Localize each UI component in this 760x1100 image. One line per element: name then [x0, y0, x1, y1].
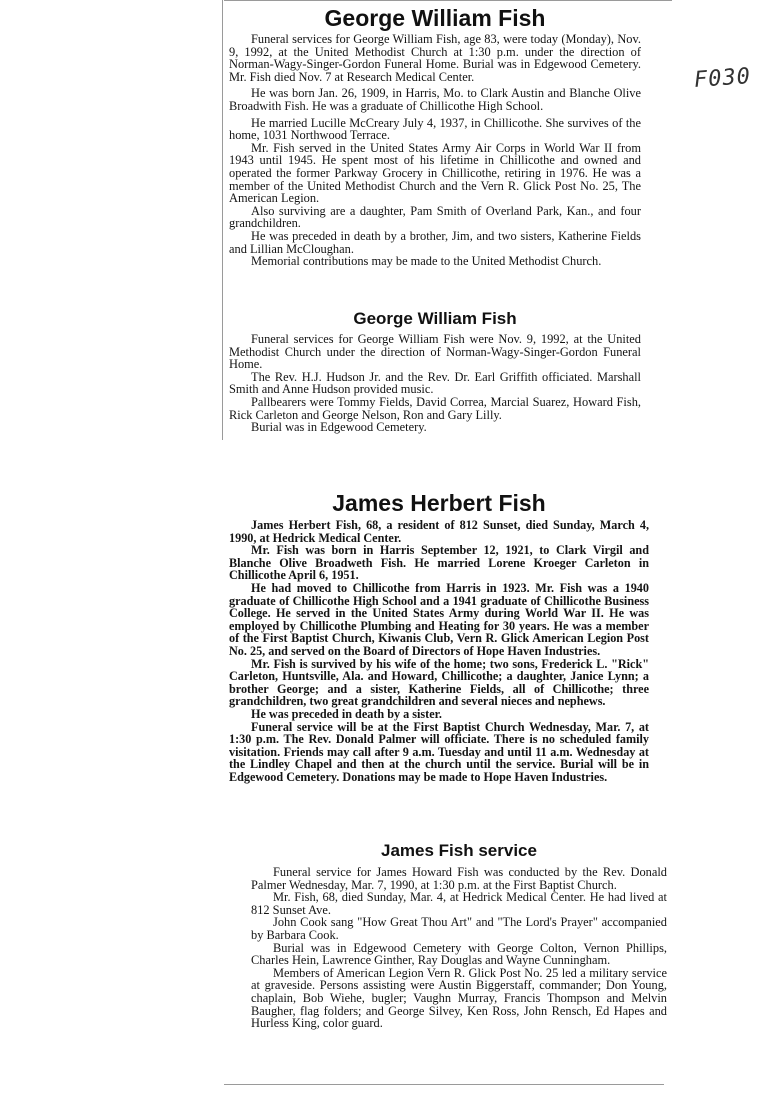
paragraph: Funeral services for George William Fish were Nov. 9, 1992, at the United Methodist Church under the direction of Norman-Wagy-Singer-Gordon Funeral Home. — [229, 332, 641, 372]
funeral-notice-james-fish — [251, 840, 667, 1030]
paragraph: Mr. Fish, 68, died Sunday, Mar. 4, at Hedrick Medical Center. He had lived at 812 Sunset Ave. — [251, 890, 667, 917]
headline-james-herbert-fish: James Herbert Fish — [332, 490, 546, 516]
paragraph: James Herbert Fish, 68, a resident of 812 Sunset, died Sunday, March 4, 1990, at Hedrick Medical Center. — [229, 518, 649, 545]
obituary-james-herbert-fish — [229, 489, 649, 783]
paragraph: He had moved to Chillicothe from Harris in 1923. Mr. Fish was a 1940 graduate of Chillicothe High School and a 1941 graduate of Chillicothe Business College. He served in the United States Army during World War II. He was employed by Chillicothe Plumbing and Heating for 30 years. He was a member of the First Baptist Church, Kiwanis Club, Vern R. Glick American Legion Post No. 25, and served on the Board of Directors of Hope Haven Industries. — [229, 580, 649, 658]
paragraph: Mr. Fish served in the United States Army Air Corps in World War II from 1943 until 1945. He spent most of his lifetime in Chillicothe and owned and operated the former Parkway Grocery in Chillicothe, retiring in 1976. He was a member of the United Methodist Church and the Vern R. Glick Post No. 25, The American Legion. — [229, 140, 641, 206]
paragraph: John Cook sang "How Great Thou Art" and "The Lord's Prayer" accompanied by Barbara Cook. — [251, 915, 667, 942]
funeral-notice-george-william-fish — [229, 308, 641, 434]
paragraph: He married Lucille McCreary July 4, 1937, in Chillicothe. She survives of the home, 1031 Northwood Terrace. — [229, 115, 641, 143]
notice-body — [229, 333, 641, 434]
paragraph: Memorial contributions may be made to the United Methodist Church. — [251, 254, 602, 269]
headline-george-william-fish-service: George William Fish — [353, 309, 517, 328]
paragraph: Funeral service will be at the First Baptist Church Wednesday, Mar. 7, at 1:30 p.m. The Rev. Donald Palmer will officiate. There is no scheduled family visitation. Friends may call after 9 a.m. Tuesday and until 11 a.m. Wednesday at the Lindley Chapel and then at the church until the service. Burial will be in Edgewood Cemetery. Donations may be made to Hope Haven Industries. — [229, 719, 649, 784]
obituary-george-william-fish — [229, 4, 641, 268]
paragraph: Funeral services for George William Fish, age 83, were today (Monday), Nov. 9, 1992, at the United Methodist Church at 1:30 p.m. under the direction of Norman-Wagy-Singer-Gordon Funeral Home. Burial was in Edgewood Cemetery. Mr. Fish died Nov. 7 at Research Medical Center. — [229, 32, 641, 84]
obituary-body — [229, 33, 641, 268]
paragraph: He was preceded in death by a brother, Jim, and two sisters, Katherine Fields and Lillian McCloughan. — [229, 228, 641, 256]
scan-edge-left — [222, 0, 223, 440]
paragraph: Members of American Legion Vern R. Glick Post No. 25 led a military service at graveside. Persons assisting were Austin Biggerstaff, commander; Don Young, chaplain, Bob Wiehe, bugler; Vaughn Murray, Francis Thompson and Melvin Baugher, flag folders; and George Silvey, Ken Ross, John Rensch, Ed Hapes and Hurless King, color guard. — [251, 965, 667, 1031]
handwritten-file-code: F030 — [693, 64, 752, 93]
scan-edge-top — [224, 0, 672, 1]
paragraph: Mr. Fish is survived by his wife of the home; two sons, Frederick L. "Rick" Carleton, Huntsville, Ala. and Howard, Chillicothe; a daughter, Janice Lynn; a brother George; and a sister, Katherine Fields, all of Chillicothe; three grandchildren, two great grandchildren and several nieces and nephews. — [229, 656, 649, 709]
notice-body — [251, 866, 667, 1030]
paragraph: Also surviving are a daughter, Pam Smith of Overland Park, Kan., and four grandchildren. — [229, 203, 641, 231]
obituary-body — [229, 519, 649, 783]
headline-james-fish-service: James Fish service — [381, 841, 537, 860]
paragraph: Funeral service for James Howard Fish was conducted by the Rev. Donald Palmer Wednesday, Mar. 7, 1990, at 1:30 p.m. at the First Baptist Church. — [251, 865, 667, 892]
headline-george-william-fish: George William Fish — [324, 5, 546, 31]
paragraph: He was born Jan. 26, 1909, in Harris, Mo. to Clark Austin and Blanche Olive Broadwith Fish. He was a graduate of Chillicothe High School. — [229, 86, 641, 113]
paragraph: Burial was in Edgewood Cemetery with George Colton, Vernon Phillips, Charles Hein, Lawrence Ginther, Ray Douglas and Wayne Cunningham. — [251, 940, 667, 968]
paragraph: He was preceded in death by a sister. — [251, 706, 442, 721]
paragraph: The Rev. H.J. Hudson Jr. and the Rev. Dr. Earl Griffith officiated. Marshall Smith and Anne Hudson provided music. — [229, 369, 641, 397]
scan-edge-bottom — [224, 1084, 664, 1085]
paragraph: Mr. Fish was born in Harris September 12, 1921, to Clark Virgil and Blanche Olive Broadweth Fish. He married Lorene Kroeger Carleton in Chillicothe April 6, 1951. — [229, 543, 649, 583]
paragraph: Burial was in Edgewood Cemetery. — [251, 420, 427, 435]
paragraph: Pallbearers were Tommy Fields, David Correa, Marcial Suarez, Howard Fish, Rick Carleton and George Nelson, Ron and Gary Lilly. — [229, 394, 641, 422]
